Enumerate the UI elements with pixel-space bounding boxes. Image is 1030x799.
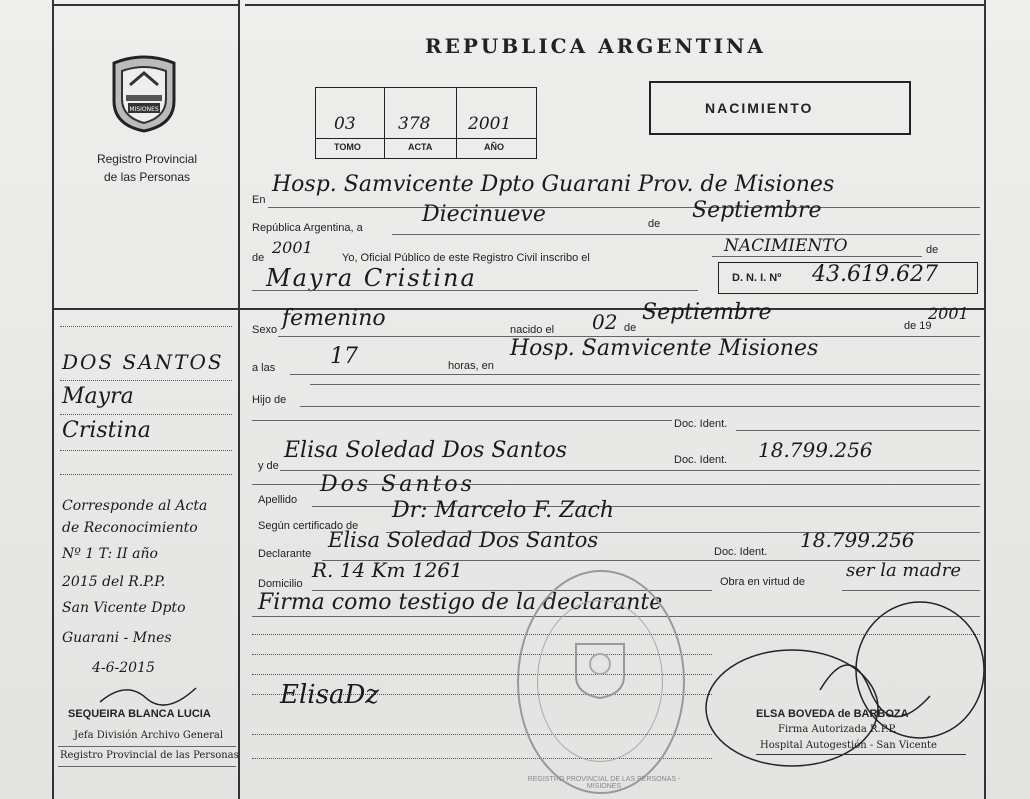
- label-horas-en: horas, en: [448, 360, 494, 372]
- given-names: Mayra Cristina: [266, 264, 477, 292]
- declarant-signature: ElisaDz: [280, 680, 379, 710]
- label-doc-ident-3: Doc. Ident.: [714, 546, 768, 558]
- label-republica: República Argentina, a: [252, 222, 363, 234]
- margin-note-4: 2015 del R.P.P.: [62, 574, 166, 590]
- sex-value: femenino: [282, 306, 386, 331]
- declarant-name: Elisa Soledad Dos Santos: [328, 528, 599, 552]
- margin-surname: DOS SANTOS: [62, 350, 224, 374]
- left-border: [52, 0, 54, 799]
- ano-value: 2001: [468, 114, 512, 134]
- certificate-by: Dr: Marcelo F. Zach: [392, 498, 615, 523]
- crest-text: MISIONES: [129, 106, 159, 113]
- dni-number: 43.619.627: [812, 262, 938, 287]
- mother-name: Elisa Soledad Dos Santos: [284, 438, 568, 463]
- margin-name2: Cristina: [62, 418, 151, 443]
- officer-role: Firma Autorizada R.P.P.: [778, 724, 897, 735]
- top-border: [52, 4, 238, 6]
- label-a-las: a las: [252, 362, 276, 374]
- officer-name: ELSA BOVEDA de BARBOZA: [756, 708, 909, 720]
- label-yo: Yo, Oficial Público de este Registro Civil inscribo el: [342, 252, 590, 264]
- label-de-year: de: [252, 252, 265, 264]
- hour-value: 17: [330, 344, 358, 369]
- tomo-value: 03: [334, 114, 356, 134]
- mother-doc: 18.799.256: [758, 438, 873, 462]
- label-apellido: Apellido: [258, 494, 298, 506]
- officer-place: Hospital Autogestión - San Vicente: [760, 740, 937, 751]
- label-doc-ident-1: Doc. Ident.: [674, 418, 728, 430]
- label-de-birthmonth: de: [624, 322, 637, 334]
- label-doc-ident-2: Doc. Ident.: [674, 454, 728, 466]
- by-virtue-value: ser la madre: [846, 560, 962, 581]
- margin-note-5: San Vicente Dpto: [62, 600, 186, 616]
- acta-label: ACTA: [408, 142, 433, 152]
- address-value: R. 14 Km 1261: [312, 558, 463, 582]
- country-title: REPUBLICA ARGENTINA: [425, 34, 766, 58]
- birth-place: Hosp. Samvicente Misiones: [510, 336, 819, 361]
- margin-divider: [52, 308, 238, 310]
- label-sexo: Sexo: [252, 324, 278, 336]
- stamp-text: REGISTRO PROVINCIAL DE LAS PERSONAS - MISIONES: [527, 776, 681, 790]
- event-value: NACIMIENTO: [724, 236, 848, 256]
- day-words: Diecinueve: [422, 202, 546, 227]
- margin-signature-icon: [96, 676, 206, 712]
- margin-signer-role: Jefa División Archivo General: [74, 730, 224, 741]
- label-obra: Obra en virtud de: [720, 576, 805, 588]
- top-border-main: [245, 4, 985, 6]
- declarant-doc: 18.799.256: [800, 528, 915, 552]
- document-type: NACIMIENTO: [705, 100, 814, 116]
- registry-name-line1: Registro Provincial: [96, 152, 198, 166]
- label-hijo-de: Hijo de: [252, 394, 287, 406]
- label-en: En: [252, 194, 266, 206]
- label-nacido: nacido el: [510, 324, 555, 336]
- margin-note-7: 4-6-2015: [92, 660, 155, 676]
- margin-name1: Mayra: [62, 384, 134, 409]
- label-dni: D. N. I. Nº: [732, 272, 782, 284]
- ano-label: AÑO: [484, 142, 504, 152]
- record-table: [315, 87, 537, 159]
- label-domicilio: Domicilio: [258, 578, 303, 590]
- margin-signer-org: Registro Provincial de las Personas: [60, 750, 239, 761]
- tomo-label: TOMO: [334, 142, 361, 152]
- birth-day: 02: [592, 310, 618, 334]
- stamp-emblem-icon: [572, 640, 628, 700]
- margin-signer-name: SEQUEIRA BLANCA LUCIA: [68, 708, 211, 720]
- surname-value: Dos Santos: [320, 472, 475, 497]
- column-divider: [238, 0, 240, 799]
- label-y-de: y de: [258, 460, 279, 472]
- margin-note-1: Corresponde al Acta: [62, 498, 208, 514]
- margin-note-6: Guarani - Mnes: [62, 630, 172, 646]
- note-value: Firma como testigo de la declarante: [258, 590, 663, 615]
- month-words: Septiembre: [692, 198, 822, 223]
- registry-name-line2: de las Personas: [103, 170, 191, 184]
- label-de-name: de: [926, 244, 939, 256]
- provincial-crest-icon: [108, 55, 180, 133]
- label-de-month: de: [648, 218, 661, 230]
- birth-month: Septiembre: [642, 300, 772, 325]
- margin-note-2: de Reconocimiento: [62, 520, 198, 536]
- margin-note-3: Nº 1 T: II año: [62, 546, 158, 562]
- place-value: Hosp. Samvicente Dpto Guarani Prov. de Misiones: [272, 172, 835, 197]
- label-declarante: Declarante: [258, 548, 312, 560]
- label-de-19: de 19: [904, 320, 932, 332]
- birth-year: 2001: [928, 304, 969, 323]
- year-prefix: 2001: [272, 238, 313, 257]
- label-segun: Según certificado de: [258, 520, 359, 532]
- acta-value: 378: [398, 114, 431, 134]
